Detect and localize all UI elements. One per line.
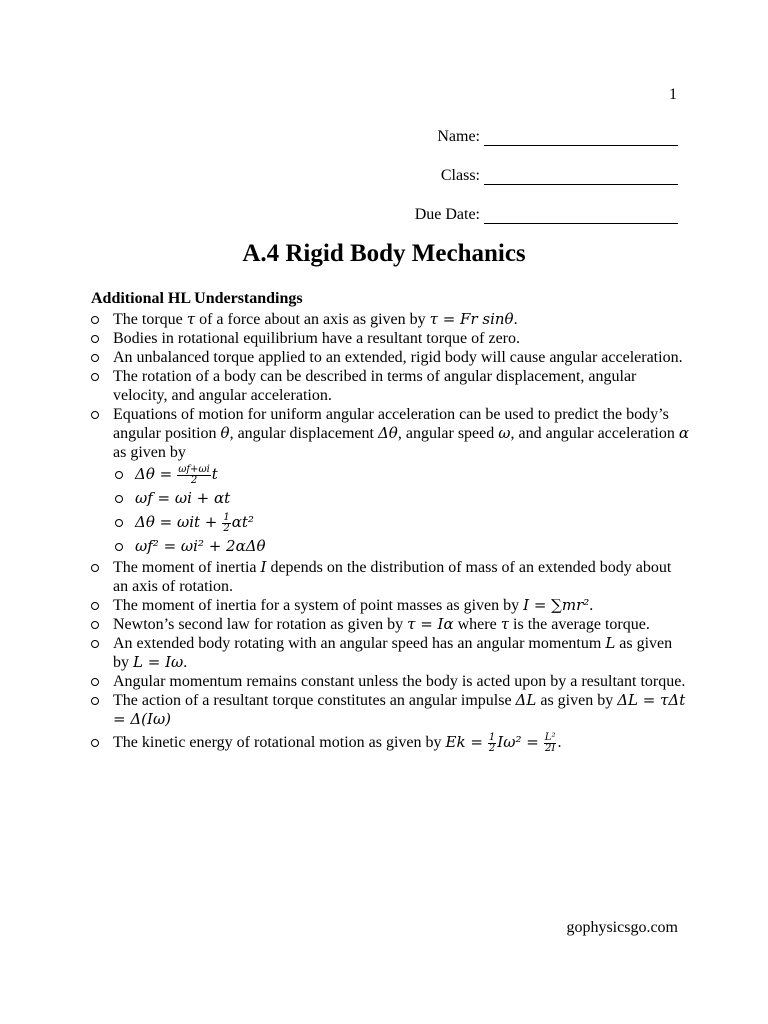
due-date-blank-line [484,208,678,224]
list-item-unbalanced-torque: An unbalanced torque applied to an extended, rigid body will cause angular acceleration. [89,348,689,367]
understandings-list [89,310,689,754]
list-item-equations-of-motion: Equations of motion for uniform angular acceleration can be used to predict the body’s angular position θ, angular displacement Δθ, angular speed ω, and angular acceleration α as given by Δθ = $\frac{\omega f+\omega i}{2}$ t ωf = ωi + αt Δθ = ωit + $\frac{1}{2}$ αt² ωf² = ωi² + 2αΔθ [89,405,689,558]
footer-website: gophysicsgo.com [566,919,678,936]
list-item-rotation-description: The rotation of a body can be described in terms of angular displacement, angular velocity, and angular acceleration. [89,367,689,405]
list-item-moment-of-inertia: The moment of inertia I depends on the distribution of mass of an extended body about an axis of rotation. [89,558,689,596]
list-item-point-masses: The moment of inertia for a system of point masses as given by I = ∑mr². [89,596,689,615]
fraction: $\frac{\text{L²}}{2I}$ [544,732,556,754]
equation-angular-displacement: Δθ = ωit + $\frac{1}{2}$ αt² [113,510,689,534]
list-item-angular-momentum: An extended body rotating with an angular speed has an angular momentum L as given by L = Iω. [89,634,689,672]
equation-angular-displacement-average: Δθ = $\frac{\omega f+\omega i}{2}$ t [113,462,689,486]
equations-sublist [113,462,689,558]
list-item-momentum-conservation: Angular momentum remains constant unless the body is acted upon by a resultant torque. [89,672,689,691]
fraction: $\frac{\omega f+\omega i}{2}$ [178,463,210,486]
list-item-rotational-kinetic-energy: The kinetic energy of rotational motion as given by Ek = $\frac{1}{2}$ Iω² = $\frac{\text{L²}}{2I}$ . [89,733,689,754]
class-blank-line [484,169,678,185]
list-item-torque: The torque τ of a force about an axis as given by τ = Fr sinθ. [89,310,689,329]
name-blank-line [484,130,678,146]
equation-angular-speed-squared: ωf² = ωi² + 2αΔθ [113,534,689,558]
equation-final-angular-speed: ωf = ωi + αt [113,486,689,510]
list-item-equilibrium: Bodies in rotational equilibrium have a resultant torque of zero. [89,329,689,348]
list-item-newtons-second-law: Newton’s second law for rotation as given by τ = Iα where τ is the average torque. [89,615,689,634]
class-label: Class: [440,167,480,184]
fraction: $\frac{1}{2}$ [488,732,496,754]
class-field [441,167,678,185]
page-title: A.4 Rigid Body Mechanics [242,240,526,267]
name-label: Name: [437,128,480,145]
list-item-angular-impulse: The action of a resultant torque constitutes an angular impulse ΔL as given by ΔL = τΔt = Δ(Iω) [89,691,689,729]
page-number: 1 [669,86,677,103]
torque-equation: τ = Fr sinθ [429,310,514,328]
fraction: $\frac{1}{2}$ [223,511,230,534]
due-date-field [415,206,678,224]
due-date-label: Due Date: [414,206,480,223]
section-heading: Additional HL Understandings [91,290,303,307]
name-field [437,128,678,146]
